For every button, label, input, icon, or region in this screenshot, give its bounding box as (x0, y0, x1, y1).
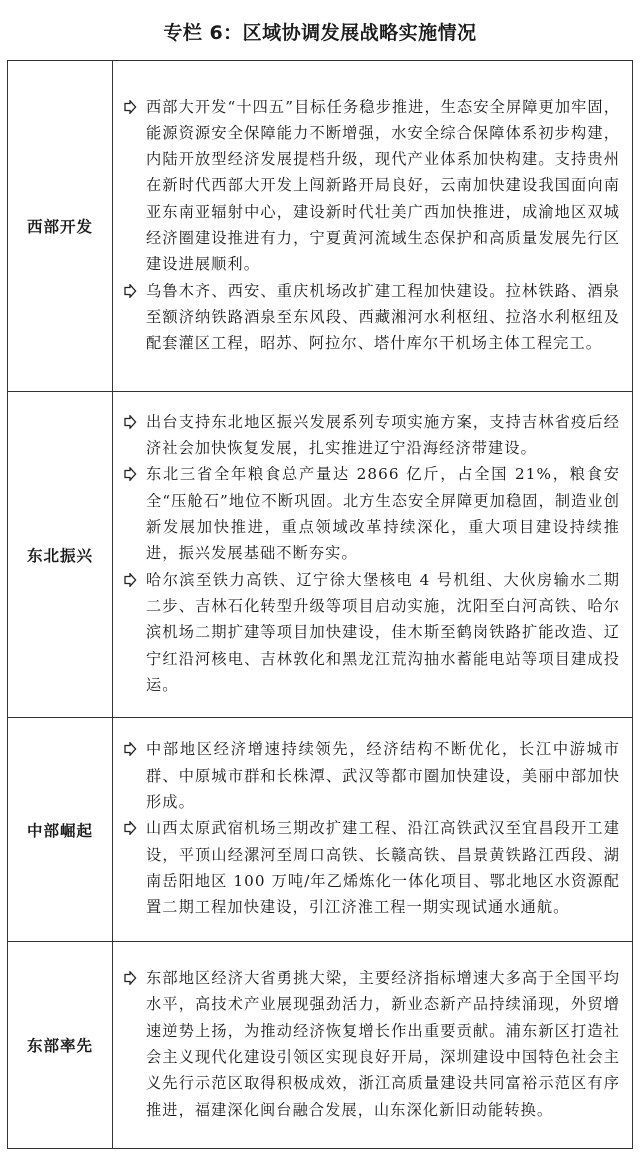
arrow-bullet-icon (123, 573, 137, 587)
item-text: 东北三省全年粮食总产量达 2866 亿斤，占全国 21%，粮食安全“压舱石”地位不断巩固。北方生态安全屏障更加稳固，制造业创新发展加快推进，重点领域改革持续深化，重大项目建设持续推进，振兴发展基础不断夯实。 (146, 465, 620, 563)
region-label: 中部崛起 (8, 718, 113, 942)
arrow-bullet-icon (123, 467, 137, 481)
arrow-bullet-icon (123, 284, 137, 298)
list-item (119, 278, 620, 357)
table-row (8, 61, 633, 392)
item-text: 东部地区经济大省勇挑大梁，主要经济指标增速大多高于全国平均水平，高技术产业展现强劲活力，新业态新产品持续涌现，外贸增速逆势上扬，为推动经济恢复增长作出重要贡献。浦东新区打造社会主义现代化建设引领区实现良好开局，深圳建设中国特色社会主义先行示范区取得积极成效，浙江高质量建设共同富裕示范区有序推进，福建深化闽台融合发展，山东深化新旧动能转换。 (146, 969, 620, 1119)
page-title: 专栏 6：区域协调发展战略实施情况 (163, 22, 477, 44)
list-item (119, 409, 620, 462)
list-item (119, 94, 620, 278)
item-text: 出台支持东北地区振兴发展系列专项实施方案，支持吉林省疫后经济社会加快恢复发展，扎实推进辽宁沿海经济带建设。 (146, 412, 620, 458)
strategy-table (7, 60, 633, 1149)
region-content (113, 61, 633, 392)
item-text: 中部地区经济增速持续领先，经济结构不断优化，长江中游城市群、中原城市群和长株潭、武汉等都市圈加快建设，美丽中部加快形成。 (146, 740, 620, 812)
arrow-bullet-icon (123, 100, 137, 114)
item-text: 西部大开发“十四五”目标任务稳步推进，生态安全屏障更加牢固，能源资源安全保障能力不断增强，水安全综合保障体系初步构建，内陆开放型经济发展提档升级，现代产业体系加快构建。支持贵州在新时代西部大开发上闯新路开局良好，云南加快建设我国面向南亚东南亚辐射中心，建设新时代壮美广西加快推进，成渝地区双城经济圈建设推进有力，宁夏黄河流域生态保护和高质量发展先行区建设进展顺利。 (146, 97, 620, 274)
list-item (119, 815, 620, 920)
region-label: 西部开发 (8, 61, 113, 392)
region-content (113, 392, 633, 718)
arrow-bullet-icon (123, 742, 137, 756)
list-item (119, 736, 620, 815)
item-text: 山西太原武宿机场三期改扩建工程、沿江高铁武汉至宜昌段开工建设，平顶山经漯河至周口高铁、长赣高铁、昌景黄铁路江西段、湖南岳阳地区 100 万吨/年乙烯炼化一体化项目、鄂北地区水资源配置二期工程加快建设，引江济淮工程一期实现试通水通航。 (146, 819, 620, 917)
table-row (8, 718, 633, 942)
arrow-bullet-icon (123, 821, 137, 835)
table-row (8, 942, 633, 1149)
region-label: 东北振兴 (8, 392, 113, 718)
region-content (113, 718, 633, 942)
table-row (8, 392, 633, 718)
region-content (113, 942, 633, 1149)
list-item (119, 567, 620, 698)
list-item (119, 461, 620, 566)
item-text: 乌鲁木齐、西安、重庆机场改扩建工程加快建设。拉林铁路、酒泉至额济纳铁路酒泉至东风段、西藏湘河水利枢纽、拉洛水利枢纽及配套灌区工程，昭苏、阿拉尔、塔什库尔干机场主体工程完工。 (146, 281, 620, 353)
list-item (119, 965, 620, 1123)
arrow-bullet-icon (123, 971, 137, 985)
arrow-bullet-icon (123, 415, 137, 429)
region-label: 东部率先 (8, 942, 113, 1149)
item-text: 哈尔滨至铁力高铁、辽宁徐大堡核电 4 号机组、大伙房输水二期二步、吉林石化转型升级等项目启动实施，沈阳至白河高铁、哈尔滨机场二期扩建等项目加快建设，佳木斯至鹤岗铁路扩能改造、辽宁红沿河核电、吉林敦化和黑龙江荒沟抽水蓄能电站等项目建成投运。 (146, 570, 620, 694)
